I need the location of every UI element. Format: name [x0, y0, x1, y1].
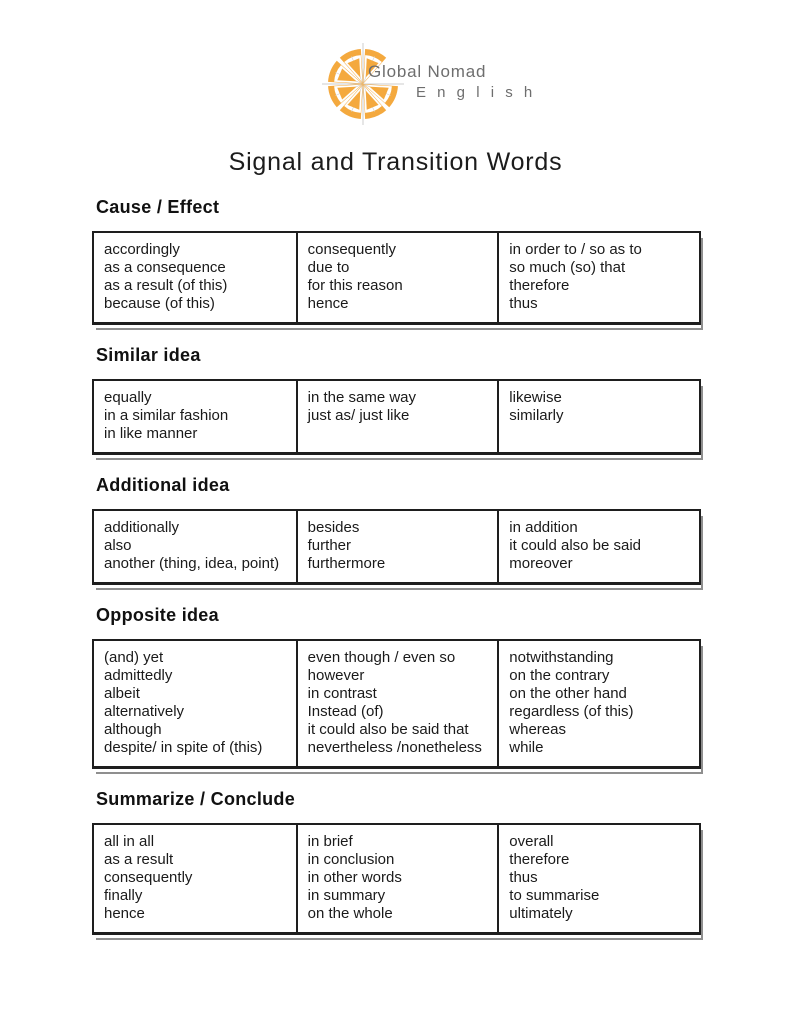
- word-line: moreover: [509, 555, 573, 572]
- word-line: also: [104, 537, 132, 554]
- word-table: [92, 509, 701, 585]
- word-line: finally: [104, 887, 143, 904]
- word-line: in brief: [307, 833, 353, 850]
- word-line: in a similar fashion: [104, 407, 229, 424]
- word-line: however: [307, 667, 365, 684]
- word-line: in conclusion: [307, 851, 395, 868]
- word-line: despite/ in spite of (this): [104, 739, 263, 756]
- page-title: Signal and Transition Words: [228, 148, 563, 176]
- word-line: albeit: [104, 685, 140, 702]
- word-line: even though / even so: [307, 649, 456, 666]
- word-line: overall: [509, 833, 554, 850]
- word-line: similarly: [509, 407, 564, 424]
- word-cell: [94, 825, 296, 932]
- section-heading: Cause / Effect: [96, 197, 220, 217]
- word-line: accordingly: [104, 241, 180, 258]
- word-cell: [497, 641, 699, 766]
- word-cell: [296, 233, 498, 322]
- word-line: therefore: [509, 277, 570, 294]
- word-line: another (thing, idea, point): [104, 555, 280, 572]
- word-line: regardless (of this): [509, 703, 634, 720]
- word-line: as a result (of this): [104, 277, 228, 294]
- word-cell: [94, 641, 296, 766]
- section-heading: Additional idea: [96, 475, 230, 495]
- word-section: [92, 476, 701, 585]
- word-line: in the same way: [307, 389, 417, 406]
- word-line: just as/ just like: [307, 407, 410, 424]
- word-cell: [497, 381, 699, 452]
- word-line: in addition: [509, 519, 578, 536]
- word-cell: [94, 511, 296, 582]
- word-line: besides: [307, 519, 360, 536]
- word-line: on the whole: [307, 905, 393, 922]
- word-line: in like manner: [104, 425, 198, 442]
- word-cell: [497, 233, 699, 322]
- word-line: therefore: [509, 851, 570, 868]
- word-line: all in all: [104, 833, 155, 850]
- word-line: alternatively: [104, 703, 185, 720]
- word-line: furthermore: [307, 555, 386, 572]
- word-line: on the other hand: [509, 685, 627, 702]
- word-line: in other words: [307, 869, 402, 886]
- logo-header: [0, 0, 791, 130]
- word-table: [92, 379, 701, 455]
- word-line: further: [307, 537, 351, 554]
- word-line: on the contrary: [509, 667, 610, 684]
- word-cell: [497, 825, 699, 932]
- word-line: although: [104, 721, 162, 738]
- word-section: [92, 790, 701, 935]
- section-heading: Opposite idea: [96, 605, 219, 625]
- word-line: in order to / so as to: [509, 241, 642, 258]
- word-line: likewise: [509, 389, 562, 406]
- word-cell: [296, 825, 498, 932]
- compass-orange-slices-icon: [321, 42, 405, 126]
- word-section: [92, 346, 701, 455]
- word-cell: [296, 381, 498, 452]
- word-line: Instead (of): [307, 703, 384, 720]
- word-line: hence: [307, 295, 349, 312]
- word-line: due to: [307, 259, 350, 276]
- section-heading: Similar idea: [96, 345, 201, 365]
- word-cell: [296, 641, 498, 766]
- word-section: [92, 606, 701, 769]
- word-line: equally: [104, 389, 152, 406]
- word-line: thus: [509, 869, 538, 886]
- word-line: as a consequence: [104, 259, 226, 276]
- word-table: [92, 639, 701, 769]
- word-table: [92, 823, 701, 935]
- word-line: consequently: [104, 869, 193, 886]
- word-line: (and) yet: [104, 649, 164, 666]
- word-line: in contrast: [307, 685, 377, 702]
- brand-subtitle-text: E n g l i s h: [416, 84, 536, 101]
- word-cell: [94, 233, 296, 322]
- word-cell: [94, 381, 296, 452]
- word-section: [92, 198, 701, 325]
- word-line: because (of this): [104, 295, 215, 312]
- word-line: whereas: [509, 721, 566, 738]
- word-line: additionally: [104, 519, 180, 536]
- word-line: admittedly: [104, 667, 173, 684]
- word-sections-container: [0, 198, 791, 1015]
- brand-name-text: Global Nomad: [368, 62, 487, 81]
- word-line: it could also be said that: [307, 721, 469, 738]
- word-table: [92, 231, 701, 325]
- word-cell: [497, 511, 699, 582]
- word-line: it could also be said: [509, 537, 642, 554]
- word-line: as a result: [104, 851, 174, 868]
- section-heading: Summarize / Conclude: [96, 789, 296, 809]
- word-line: thus: [509, 295, 538, 312]
- word-cell: [296, 511, 498, 582]
- word-line: so much (so) that: [509, 259, 626, 276]
- word-line: for this reason: [307, 277, 403, 294]
- word-line: consequently: [307, 241, 397, 258]
- word-line: ultimately: [509, 905, 573, 922]
- word-line: to summarise: [509, 887, 600, 904]
- word-line: nevertheless /nonetheless: [307, 739, 482, 756]
- word-line: while: [509, 739, 544, 756]
- word-line: hence: [104, 905, 145, 922]
- word-line: notwithstanding: [509, 649, 614, 666]
- word-line: in summary: [307, 887, 386, 904]
